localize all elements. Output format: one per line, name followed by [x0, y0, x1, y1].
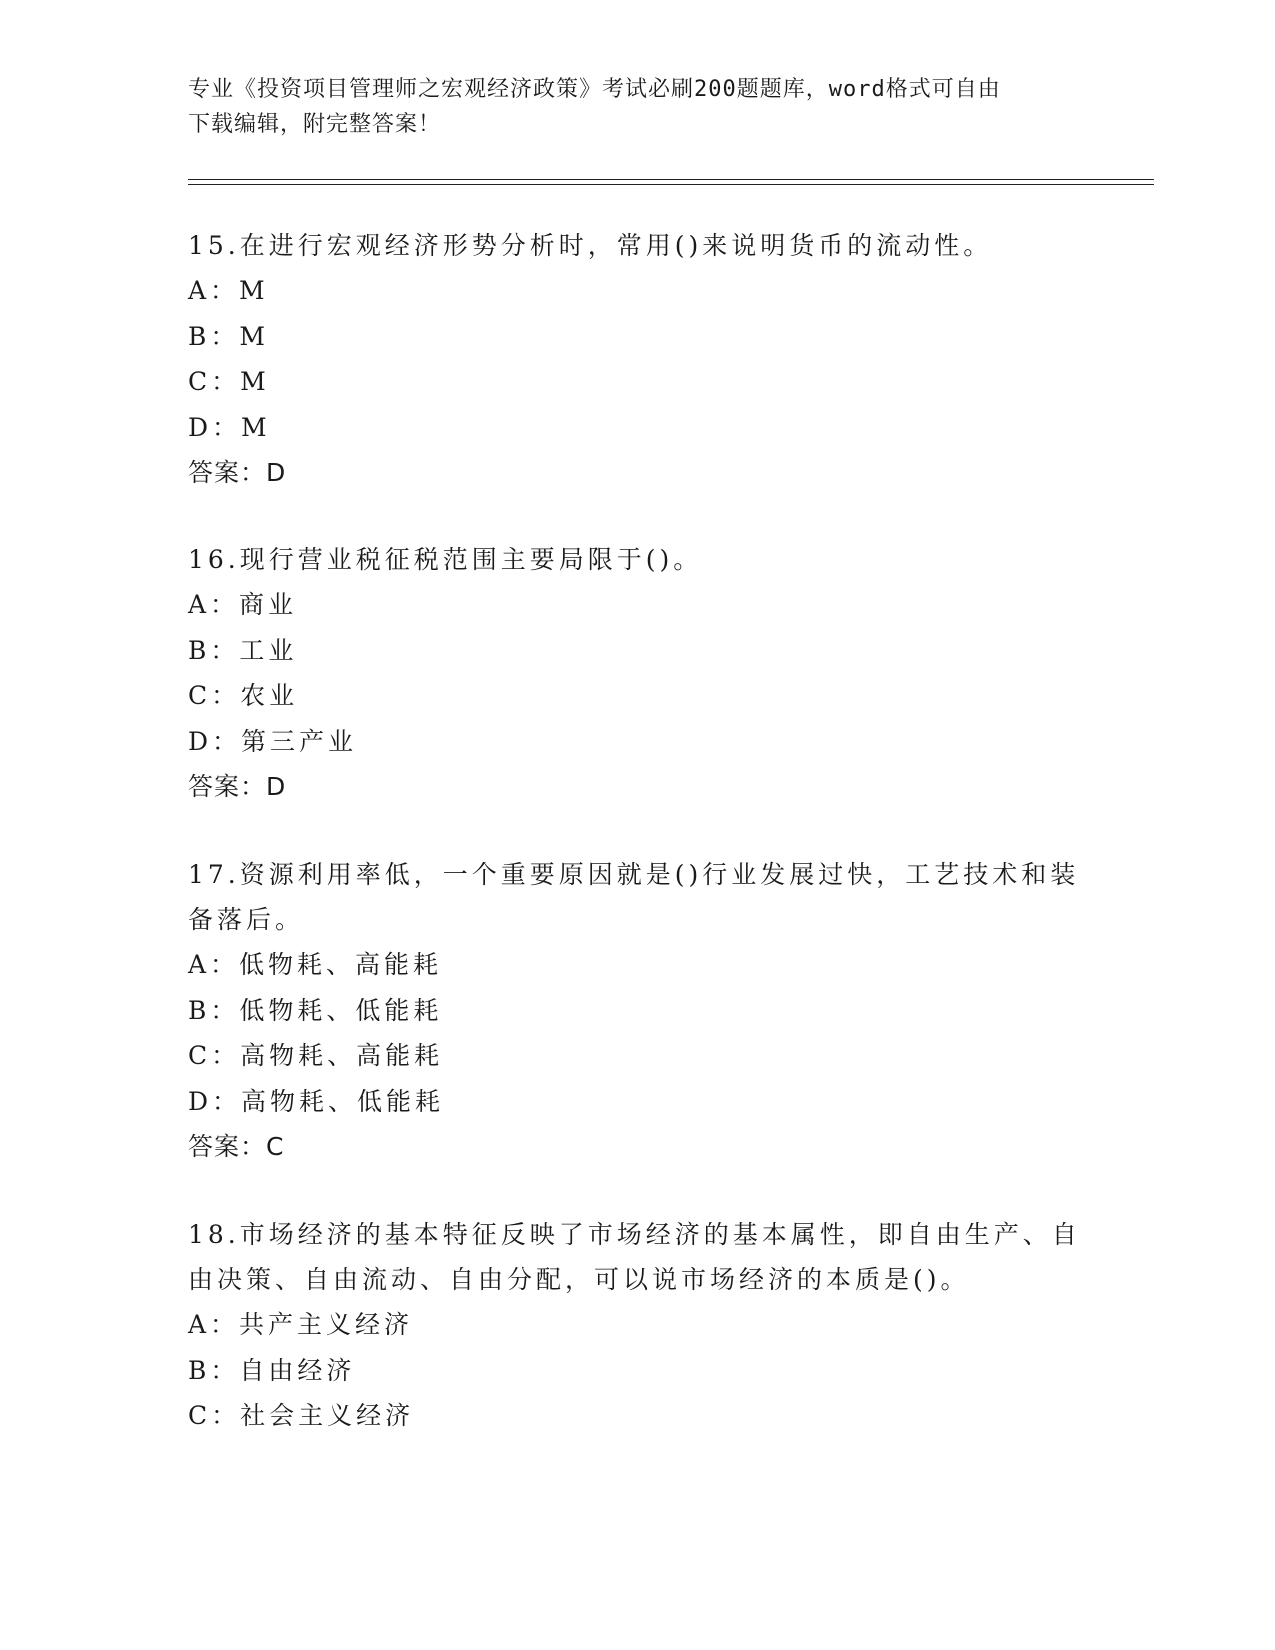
option-b: B：M — [188, 321, 269, 351]
option-b: B：自由经济 — [188, 1355, 356, 1385]
option-d: D：高物耗、低能耗 — [188, 1086, 445, 1116]
question-15 — [188, 223, 1088, 496]
option-c: C：农业 — [188, 681, 299, 710]
question-stem: 15.在进行宏观经济形势分析时，常用()来说明货币的流动性。 — [188, 231, 993, 260]
option-a: A：商业 — [188, 590, 298, 619]
option-b: B：工业 — [188, 635, 298, 665]
option-c: C：社会主义经济 — [188, 1401, 415, 1430]
header-line-2: 下载编辑，附完整答案！ — [188, 112, 442, 137]
question-stem-line-2: 备落后。 — [188, 905, 305, 934]
option-b: B：低物耗、低能耗 — [188, 995, 443, 1025]
answer: 答案：D — [188, 458, 287, 487]
option-c: C：M — [188, 367, 270, 396]
document-header — [188, 72, 1068, 142]
answer: 答案：D — [188, 772, 287, 801]
question-stem: 16.现行营业税征税范围主要局限于()。 — [188, 545, 703, 574]
question-stem-line-2: 由决策、自由流动、自由分配，可以说市场经济的本质是()。 — [188, 1265, 970, 1294]
question-18 — [188, 1212, 1088, 1439]
option-c: C：高物耗、高能耗 — [188, 1041, 444, 1070]
question-16 — [188, 537, 1088, 810]
option-d: D：M — [188, 412, 271, 442]
question-17 — [188, 852, 1088, 1170]
answer: 答案：C — [188, 1132, 285, 1161]
question-stem-line-1: 17.资源利用率低，一个重要原因就是()行业发展过快，工艺技术和装 — [188, 860, 1080, 889]
option-a: A：共产主义经济 — [188, 1310, 414, 1339]
question-stem-line-1: 18.市场经济的基本特征反映了市场经济的基本属性，即自由生产、自 — [188, 1220, 1081, 1249]
option-a: A：低物耗、高能耗 — [188, 950, 443, 979]
header-divider-top — [188, 179, 1154, 180]
header-line-1: 专业《投资项目管理师之宏观经济政策》考试必刷200题题库，word格式可自由 — [188, 77, 1001, 102]
option-d: D：第三产业 — [188, 726, 358, 756]
header-divider-bottom — [188, 184, 1154, 185]
option-a: A：M — [188, 276, 269, 305]
